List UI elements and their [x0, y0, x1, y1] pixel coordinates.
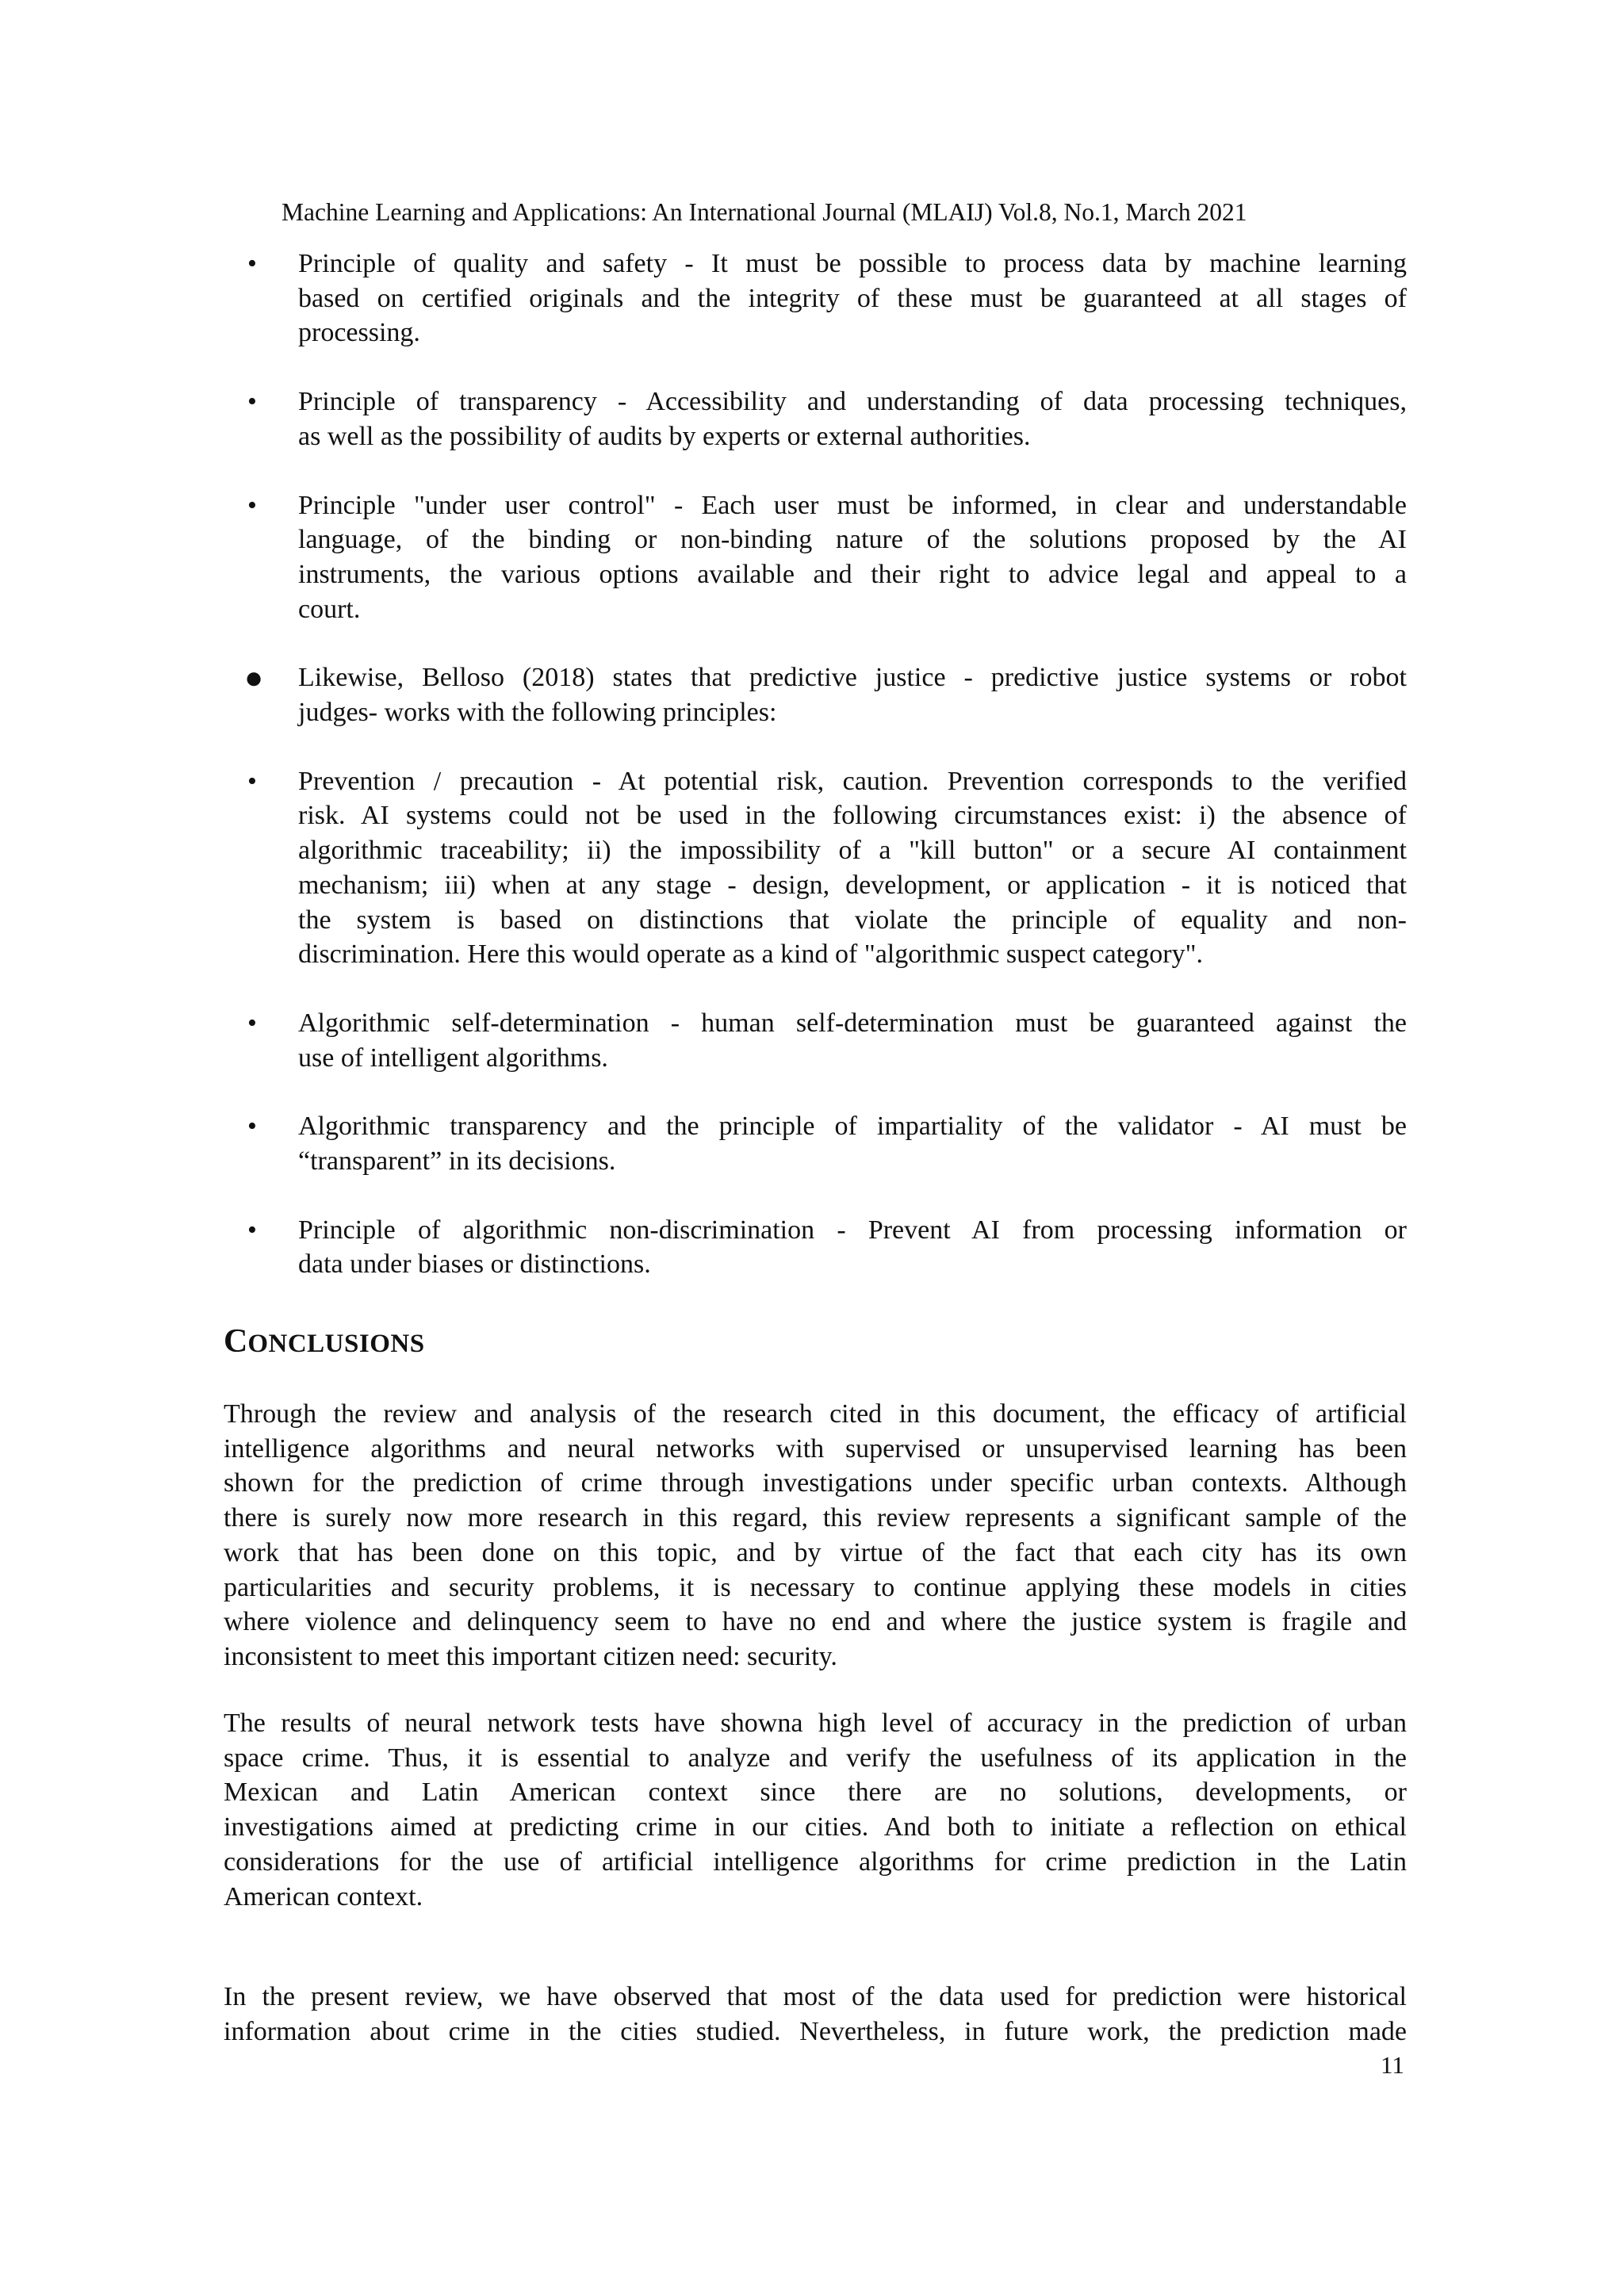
bullet-text-line: Principle of algorithmic non-discrimination - Prevent AI from processing information or	[298, 1215, 1407, 1245]
paragraph-text-line: where violence and delinquency seem to have no end and where the justice system is fragile and	[224, 1607, 1407, 1637]
bullet-item	[224, 1213, 1407, 1282]
bullet-text-line: Principle of transparency - Accessibility and understanding of data processing techniques,	[298, 387, 1407, 417]
paragraph-text-line: In the present review, we have observed that most of the data used for prediction were historical	[224, 1982, 1407, 2011]
paragraph-text-line: The results of neural network tests have showna high level of accuracy in the prediction of urban	[224, 1709, 1407, 1738]
bullet-item	[224, 1109, 1407, 1178]
paragraph-text-line: there is surely now more research in this regard, this review represents a significant sample of the	[224, 1503, 1407, 1533]
bullet-text-line: Principle "under user control" - Each user must be informed, in clear and understandable	[298, 490, 1407, 520]
bullet-text-line: use of intelligent algorithms.	[298, 1043, 608, 1073]
bullet-text-line: Algorithmic transparency and the principle of impartiality of the validator - AI must be	[298, 1112, 1407, 1142]
bullet-text-line: data under biases or distinctions.	[298, 1249, 651, 1280]
bullet-marker: •	[247, 249, 257, 278]
bullet-text-line: the system is based on distinctions that violate the principle of equality and non-	[298, 905, 1407, 935]
bullet-item	[224, 660, 1407, 729]
paragraph-text-line: information about crime in the cities studied. Nevertheless, in future work, the prediction made	[224, 2016, 1407, 2046]
bullet-text-line: “transparent” in its decisions.	[298, 1146, 616, 1177]
bullet-text-line: risk. AI systems could not be used in the following circumstances exist: i) the absence of	[298, 801, 1407, 831]
bullet-text-line: Algorithmic self-determination - human self-determination must be guaranteed against the	[298, 1008, 1407, 1038]
page-number: 11	[1381, 2051, 1404, 2079]
bullet-item	[224, 488, 1407, 627]
bullet-text-line: mechanism; iii) when at any stage - design, development, or application - it is noticed that	[298, 870, 1407, 900]
bullet-text-line: court.	[298, 594, 361, 624]
bullet-text-line: discrimination. Here this would operate as a kind of "algorithmic suspect category".	[298, 939, 1203, 970]
bullet-marker: •	[247, 490, 257, 520]
bullet-marker: •	[247, 1008, 257, 1038]
bullet-item	[224, 247, 1407, 350]
bullet-text-line: Prevention / precaution - At potential risk, caution. Prevention corresponds to the verified	[298, 766, 1407, 796]
conclusions-paragraph-1	[224, 1397, 1407, 1674]
bullet-marker: ●	[244, 660, 264, 696]
bullet-text-line: instruments, the various options available and their right to advice legal and appeal to a	[298, 559, 1407, 589]
paragraph-text-line: Mexican and Latin American context since there are no solutions, developments, or	[224, 1777, 1407, 1808]
paragraph-text-line: shown for the prediction of crime through investigations under specific urban contexts. Although	[224, 1468, 1407, 1498]
paragraph-text-line: space crime. Thus, it is essential to analyze and verify the usefulness of its application in the	[224, 1743, 1407, 1773]
conclusions-heading-rest: ONCLUSIONS	[247, 1330, 425, 1358]
principles-bullet-list	[224, 247, 1407, 1282]
bullet-item	[224, 764, 1407, 972]
conclusions-paragraph-2	[224, 1706, 1407, 1914]
bullet-marker: •	[247, 766, 257, 796]
bullet-item	[224, 1006, 1407, 1075]
bullet-marker: •	[247, 1112, 257, 1142]
bullet-text-line: Principle of quality and safety - It must be possible to process data by machine learning	[298, 249, 1407, 278]
paragraph-text-line: investigations aimed at predicting crime in our cities. And both to initiate a reflection on ethical	[224, 1812, 1407, 1843]
bullet-marker: •	[247, 387, 257, 417]
bullet-text-line: judges- works with the following principles:	[298, 698, 777, 728]
paragraph-text-line: American context.	[224, 1881, 423, 1911]
paragraph-text-line: work that has been done on this topic, and by virtue of the fact that each city has its own	[224, 1537, 1407, 1567]
paragraph-text-line: Through the review and analysis of the research cited in this document, the efficacy of artificial	[224, 1399, 1407, 1429]
paragraph-text-line: intelligence algorithms and neural networks with supervised or unsupervised learning has been	[224, 1433, 1407, 1464]
bullet-text-line: language, of the binding or non-binding nature of the solutions proposed by the AI	[298, 525, 1407, 555]
bullet-text-line: Likewise, Belloso (2018) states that predictive justice - predictive justice systems or robot	[298, 663, 1407, 693]
conclusions-heading-initial: C	[224, 1323, 248, 1360]
bullet-text-line: as well as the possibility of audits by experts or external authorities.	[298, 421, 1031, 451]
bullet-marker: •	[247, 1215, 257, 1245]
paragraph-text-line: inconsistent to meet this important citizen need: security.	[224, 1641, 837, 1671]
running-header: Machine Learning and Applications: An International Journal (MLAIJ) Vol.8, No.1, March 2021	[282, 198, 1247, 226]
conclusions-heading	[224, 1322, 425, 1364]
paragraph-text-line: particularities and security problems, it is necessary to continue applying these models in cities	[224, 1572, 1407, 1602]
bullet-text-line: based on certified originals and the integrity of these must be guaranteed at all stages of	[298, 283, 1407, 313]
conclusions-paragraph-3	[224, 1980, 1407, 2049]
bullet-item	[224, 385, 1407, 453]
paragraph-text-line: considerations for the use of artificial intelligence algorithms for crime prediction in the Latin	[224, 1846, 1407, 1877]
bullet-text-line: algorithmic traceability; ii) the impossibility of a "kill button" or a secure AI containment	[298, 836, 1407, 866]
bullet-text-line: processing.	[298, 318, 420, 348]
